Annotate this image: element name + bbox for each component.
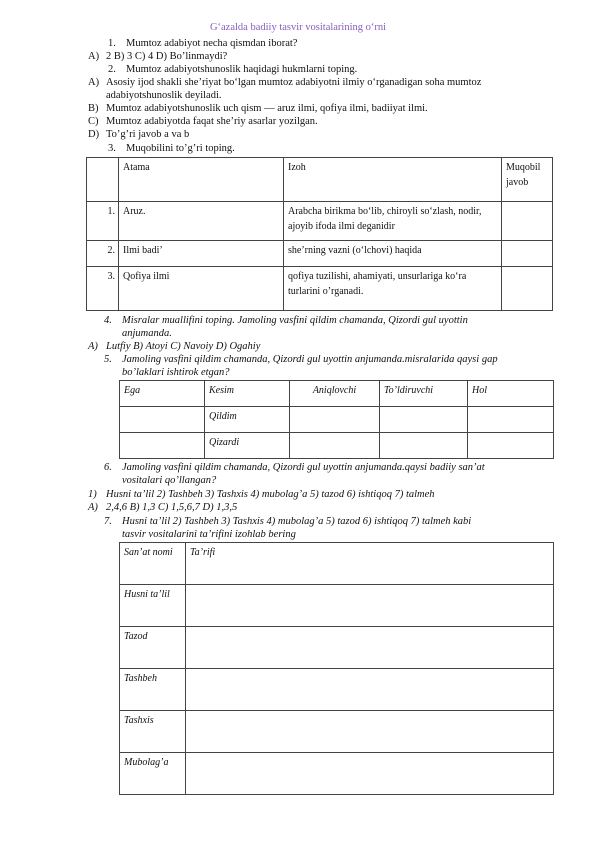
answer-cell[interactable] <box>380 407 468 433</box>
row-term: Aruz. <box>119 202 284 241</box>
question-6-options-text: 2,4,6 B) 1,3 C) 1,5,6,7 D) 1,3,5 <box>106 502 238 513</box>
question-5-number: 5. <box>104 354 112 365</box>
row-art-name: Mubolag’a <box>120 753 186 795</box>
question-7-number: 7. <box>104 516 112 527</box>
row-kesim: Qizardi <box>205 433 290 459</box>
option-marker: B) <box>88 103 99 114</box>
option-text: Asosiy ijod shakli she’riyat bo‘lgan mumtoz adabiyotni ilmiy o‘rganadigan soha mumtoz <box>106 77 482 88</box>
definition-cell[interactable] <box>186 669 554 711</box>
row-term: Qofiya ilmi <box>119 267 284 311</box>
answer-cell[interactable] <box>380 433 468 459</box>
row-description: Arabcha birikma bo‘lib, chiroyli so‘zlash, nodir, ajoyib ifoda ilmi deganidir <box>284 202 502 241</box>
question-2-option-d <box>88 129 189 141</box>
question-6-text-cont <box>122 475 216 487</box>
table-header-row <box>120 381 554 407</box>
header-ega: Ega <box>120 381 205 407</box>
table-header-row <box>120 543 554 585</box>
question-6-number: 6. <box>104 462 112 473</box>
question-2-number: 2. <box>108 64 116 75</box>
question-5-text-line: bo’laklari ishtirok etgan? <box>122 367 230 378</box>
question-5-text-cont <box>122 367 230 379</box>
question-1-text: Mumtoz adabiyot necha qismdan iborat? <box>126 38 298 49</box>
table-row <box>120 711 554 753</box>
question-6-list-text: Husni ta’lil 2) Tashbeh 3) Tashxis 4) mubolag’a 5) tazod 6) ishtiqoq 7) talmeh <box>106 489 435 500</box>
header-aniqlovchi: Aniqlovchi <box>290 381 380 407</box>
question-7 <box>104 516 471 528</box>
table-row <box>120 627 554 669</box>
table-row <box>120 585 554 627</box>
question-5-text: Jamoling vasfini qildim chamanda, Qizordi gul uyottin anjumanda.misralarida qaysi gap <box>122 354 498 365</box>
answer-cell[interactable] <box>502 241 553 267</box>
definitions-table <box>119 542 554 795</box>
answer-cell[interactable] <box>502 267 553 311</box>
question-4 <box>104 315 468 327</box>
question-4-text-line: anjumanda. <box>122 328 172 339</box>
header-art-name: San’at nomi <box>120 543 186 585</box>
question-7-text-cont <box>122 529 296 541</box>
answer-cell[interactable] <box>290 407 380 433</box>
question-6-text: Jamoling vasfini qildim chamanda, Qizordi gul uyottin anjumanda.qaysi badiiy san’at <box>122 462 485 473</box>
question-2-text: Mumtoz adabiyotshunoslik haqidagi hukmlarni toping. <box>126 64 358 75</box>
row-kesim: Qildim <box>205 407 290 433</box>
answer-cell[interactable] <box>120 433 205 459</box>
question-6-list <box>88 489 435 501</box>
option-marker: A) <box>88 502 98 513</box>
answer-cell[interactable] <box>120 407 205 433</box>
list-marker: 1) <box>88 489 97 500</box>
option-text: To’g’ri javob a va b <box>106 129 190 140</box>
question-2-option-c <box>88 116 318 128</box>
table-row <box>120 669 554 711</box>
question-4-options-text: Lutfiy B) Atoyi C) Navoiy D) Ogahiy <box>106 341 261 352</box>
question-3-number: 3. <box>108 143 116 154</box>
option-marker: A) <box>88 77 100 88</box>
table-header-row <box>87 158 553 202</box>
header-description: Izoh <box>284 158 502 202</box>
question-1-options-text: 2 B) 3 C) 4 D) Bo’linmaydi? <box>106 51 228 62</box>
row-description: qofiya tuzilishi, ahamiyati, unsurlariga ko‘ra turlarini o’rganadi. <box>284 267 502 311</box>
header-num <box>87 158 119 202</box>
answer-cell[interactable] <box>502 202 553 241</box>
matching-table <box>86 157 553 311</box>
header-toldiruvchi: To’ldiruvchi <box>380 381 468 407</box>
question-1 <box>108 38 297 50</box>
option-marker: A) <box>88 51 100 62</box>
table-row <box>87 267 553 311</box>
question-7-text-line: tasvir vositalarini ta’rifini izohlab bering <box>122 529 296 540</box>
question-4-options <box>88 341 260 353</box>
row-art-name: Tashbeh <box>120 669 186 711</box>
row-number: 1. <box>87 202 119 241</box>
row-term: Ilmi badi’ <box>119 241 284 267</box>
question-3-text: Muqobilini to’g’ri toping. <box>126 143 235 154</box>
row-number: 2. <box>87 241 119 267</box>
question-5 <box>104 354 498 366</box>
table-row <box>120 407 554 433</box>
header-hol: Hol <box>468 381 554 407</box>
answer-cell[interactable] <box>468 433 554 459</box>
question-4-text-cont <box>122 328 172 340</box>
question-4-number: 4. <box>104 315 112 326</box>
header-kesim: Kesim <box>205 381 290 407</box>
definition-cell[interactable] <box>186 753 554 795</box>
table-row <box>120 433 554 459</box>
row-art-name: Tazod <box>120 627 186 669</box>
document-title: G‘azalda badiiy tasvir vositalarining o‘rni <box>209 22 387 33</box>
table-row <box>87 202 553 241</box>
option-text: adabiyotshunoslik deyiladi. <box>106 90 222 101</box>
option-text: Mumtoz adabiyotda faqat she’riy asarlar yozilgan. <box>106 116 318 127</box>
question-1-options <box>88 51 227 63</box>
option-marker: C) <box>88 116 99 127</box>
question-2-option-b <box>88 103 428 115</box>
header-term: Atama <box>119 158 284 202</box>
option-marker: D) <box>88 129 100 140</box>
question-2-option-a-cont <box>106 90 222 102</box>
header-answer: Muqobil javob <box>502 158 553 202</box>
definition-cell[interactable] <box>186 711 554 753</box>
question-2 <box>108 64 357 76</box>
row-description: she’rning vazni (o‘lchovi) haqida <box>284 241 502 267</box>
table-row <box>120 753 554 795</box>
parts-of-speech-table <box>119 380 554 459</box>
answer-cell[interactable] <box>290 433 380 459</box>
definition-cell[interactable] <box>186 627 554 669</box>
question-6-options <box>88 502 237 514</box>
option-marker: A) <box>88 341 98 352</box>
question-3 <box>108 143 235 155</box>
row-art-name: Husni ta’lil <box>120 585 186 627</box>
question-7-text: Husni ta’lil 2) Tashbeh 3) Tashxis 4) mubolag’a 5) tazod 6) ishtiqoq 7) talmeh kabi <box>122 516 472 527</box>
question-6 <box>104 462 485 474</box>
definition-cell[interactable] <box>186 585 554 627</box>
row-art-name: Tashxis <box>120 711 186 753</box>
question-2-option-a <box>88 77 481 89</box>
question-1-number: 1. <box>108 38 116 49</box>
header-definition: Ta’rifi <box>186 543 554 585</box>
question-4-text: Misralar muallifini toping. Jamoling vasfini qildim chamanda, Qizordi gul uyottin <box>122 315 468 326</box>
answer-cell[interactable] <box>468 407 554 433</box>
table-row <box>87 241 553 267</box>
option-text: Mumtoz adabiyotshunoslik uch qism — aruz ilmi, qofiya ilmi, badiiyat ilmi. <box>106 103 428 114</box>
question-6-text-line: vositalari qo’llangan? <box>122 475 217 486</box>
row-number: 3. <box>87 267 119 311</box>
